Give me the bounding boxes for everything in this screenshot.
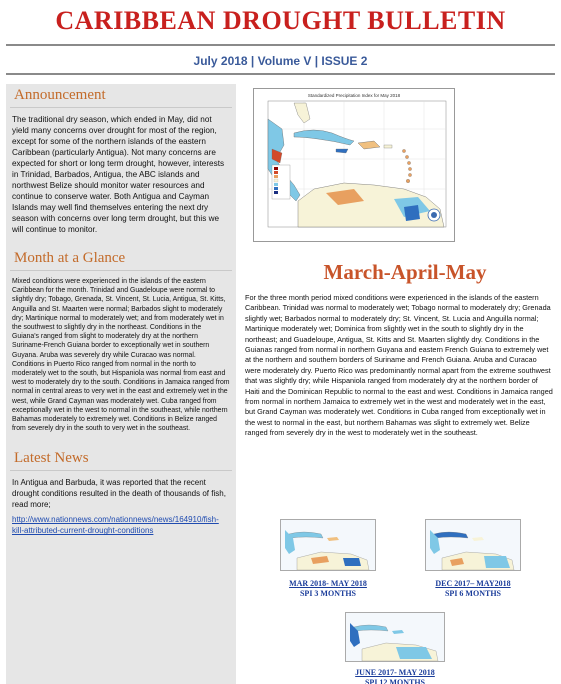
latest-news-heading: Latest News [10,447,232,471]
spi-map-graphic [254,89,454,241]
spi-12-month-caption-line1[interactable]: JUNE 2017- MAY 2018 [355,668,435,677]
spi-3-month-map [280,519,376,571]
left-sidebar [6,84,236,684]
spi-12-month-caption[interactable] [335,668,455,684]
spi-6-month-caption[interactable] [413,579,533,599]
issue-line: July 2018 | Volume V | ISSUE 2 [193,54,368,68]
spi-3-month-caption-line2: SPI 3 MONTHS [299,589,356,598]
spi-3-month-caption[interactable] [268,579,388,599]
bulletin-title: CARIBBEAN DROUGHT BULLETIN [55,6,506,35]
month-glance-heading: Month at a Glance [10,247,232,271]
news-link[interactable]: http://www.nationnews.com/nationnews/news/164910/fish-kill-attributed-current-drought-conditions [12,515,219,536]
announcement-text: The traditional dry season, which ended in May, did not yield many concerns over drought for most of the region, except for some of the northern islands of the eastern Caribbean (particularly Antigua). Not many concerns are expected for short or long term drought, however, interests in Trinidad, Barbados, Antigua, the ABC islands and northwest Belize should monitor water resources and continue to conserve water. Both Antigua and Cayman Islands may well find themselves entering the next dry season with concerns over long term drought, but this we will continue to monitor. [12,115,225,234]
month-glance-text: Mixed conditions were experienced in the islands of the eastern Caribbean for the month. Trinidad and Guadeloupe were normal to slightly dry; Tobago, Grenada, St. Vincent, St. Lucia, Antigua, St. Kitts, Anguilla and St. Maarten were normal; Barbados slight to moderately dry; Martinique normal to moderately wet; and from moderately wet in the southwest to slightly dry in the northeast. Conditions in the Guiana's ranged from slight to moderately dry at the northern Suriname-French Guiana border to exceptionally wet in southern Guyana. Aruba was severely dry while Curacao was normal. Conditions in Puerto Rico ranged from normal in the north to moderately wet to the south, but Hispaniola was normal from east and west to moderately dry to the south. Conditions in Jamaica ranged from normal in central areas to very wet in the east and extremely wet in the west, while Grand Cayman was moderately wet. Cuba ranged from exceptionally wet in the west to normal in the southeast, while northern Bahamas moderately to extremely wet. Conditions in Belize ranged from severely dry in the south to very wet in the southeast. [12,278,230,433]
announcement-heading: Announcement [10,84,232,108]
header-rule-bottom [6,73,555,75]
spi-12-month-caption-line2: SPI 12 MONTHS [364,678,425,684]
mam-text: For the three month period mixed conditions were experienced in the islands of the eastern Caribbean. Trinidad was normal to moderately wet; Tobago normal to moderately dry; Grenada slightly wet; Barbados normal to moderately dry; St. Vincent, St. Lucia and Anguilla normal; Martinique moderately wet; Dominica from slightly wet in the south to slightly dry in the northeast; and Guadeloupe, Antigua, St. Kitts and St. Maarten slightly dry. Conditions in the Guianas ranged from normal in northern Guyana and eastern French Guiana to extremely wet at the northern and southern borders of Suriname and French Guiana. Aruba and Curacao were moderately dry. Puerto Rico was predominantly normal apart from the extreme southwest that was slightly dry; while Hispaniola ranged from moderately dry at the northern border of Haiti and the Dominican Republic to normal to the east and west. Conditions in Jamaica ranged from normal in northern Jamaica to extremely wet in the west and moderately wet in the east, but Grand Cayman was moderately wet. Conditions in Cuba ranged from exceptionally wet in the west to normal in the east, but northern Bahamas was slight to extremely wet. Belize ranged from severely dry in the west to moderately wet in the southeast. [245,293,553,438]
latest-news-text: In Antigua and Barbuda, it was reported that the recent drought conditions resulted in the death of thousands of fish, read more; [12,478,226,510]
spi-12-month-map [345,612,445,662]
spi-6-month-caption-line2: SPI 6 MONTHS [444,589,501,598]
spi-6-month-map [425,519,521,571]
spi-map-title: Standardized Precipitation Index for May 2018 [307,93,401,98]
header-rule-top [6,44,555,46]
spi-3-month-caption-line1[interactable]: MAR 2018- MAY 2018 [289,579,367,588]
spi-6-month-caption-line1[interactable]: DEC 2017– MAY2018 [435,579,511,588]
mam-title: March-April-May [323,260,487,284]
spi-map-main [253,88,455,242]
